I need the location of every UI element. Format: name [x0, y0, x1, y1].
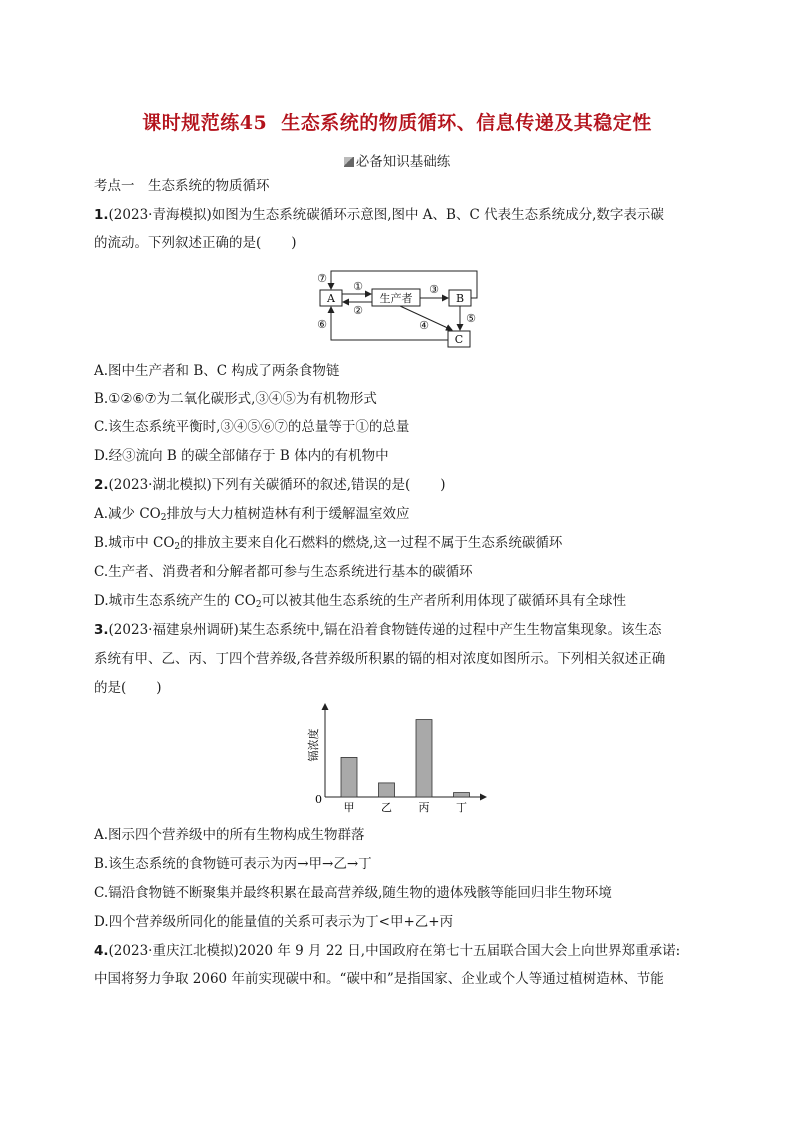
carbon-cycle-diagram: [300, 262, 500, 352]
x-tick-label: 丁: [456, 801, 467, 814]
q2-option-b: B.城市中 $CO_2$的排放主要来自化石燃料的燃烧,这一过程不属于生态系统碳循环: [94, 535, 563, 552]
node-b-label: B: [455, 292, 465, 305]
q3-option-d: D.四个营养级所同化的能量值的关系可表示为丁<甲+乙+丙: [94, 914, 454, 930]
title-topic: 生态系统的物质循环、信息传递及其稳定性: [281, 112, 652, 134]
x-tick-label: 乙: [381, 801, 392, 814]
y-axis-label: 镉浓度: [307, 728, 320, 762]
arrow-2-label: ②: [353, 304, 363, 317]
q4-stem-line1: 4.(2023·重庆江北模拟)2020 年 9 月 22 日,中国政府在第七十五届联合国大会上向世界郑重承诺:: [94, 943, 681, 959]
q2-option-c: C.生产者、消费者和分解者都可参与生态系统进行基本的碳循环: [94, 564, 473, 580]
q2-stem: 2.(2023·湖北模拟)下列有关碳循环的叙述,错误的是( ): [94, 477, 446, 493]
q3-stem-line1: 3.(2023·福建泉州调研)某生态系统中,镉在沿着食物链传递的过程中产生生物富集现象。该生态: [94, 622, 662, 638]
arrow-5-label: ⑤: [466, 312, 476, 325]
q1-option-b: B.①②⑥⑦为二氧化碳形式,③④⑤为有机物形式: [94, 391, 377, 407]
arrow-6: [331, 307, 448, 340]
x-tick-label: 甲: [343, 801, 355, 814]
arrow-4-label: ④: [419, 319, 429, 332]
q3-option-b: B.该生态系统的食物链可表示为丙→甲→乙→丁: [94, 856, 372, 872]
q1-option-c: C.该生态系统平衡时,③④⑤⑥⑦的总量等于①的总量: [94, 419, 410, 435]
bar-1: [341, 757, 357, 797]
title-number: 课时规范练45: [142, 112, 268, 134]
q4-stem-line2: 中国将努力争取 2060 年前实现碳中和。“碳中和”是指国家、企业或个人等通过植树造林、节能: [94, 971, 664, 987]
section-heading: 考点一 生态系统的物质循环: [94, 178, 270, 194]
q1-option-a: A.图中生产者和 B、C 构成了两条食物链: [94, 363, 340, 379]
bar-3: [416, 720, 432, 797]
node-c-label: C: [454, 333, 464, 346]
q1-option-d: D.经③流向 B 的碳全部储存于 B 体内的有机物中: [94, 448, 389, 464]
arrow-3-label: ③: [429, 283, 439, 296]
bar-2: [379, 783, 395, 797]
subheading-marker-icon: [344, 157, 354, 167]
cadmium-bar-chart: [300, 700, 495, 818]
arrow-1-label: ①: [353, 280, 363, 293]
arrow-7-label: ⑦: [317, 272, 327, 285]
section-subheading: 必备知识基础练: [0, 150, 794, 170]
q3-option-c: C.镉沿食物链不断聚集并最终积累在最高营养级,随生物的遗体残骸等能回归非生物环境: [94, 885, 612, 901]
q3-stem-line3: 的是( ): [94, 680, 162, 696]
q1-stem-line2: 的流动。下列叙述正确的是( ): [94, 235, 297, 251]
q3-stem-line2: 系统有甲、乙、丙、丁四个营养级,各营养级所积累的镉的相对浓度如图所示。下列相关叙述正确: [94, 651, 666, 667]
node-a-label: A: [327, 292, 335, 305]
x-tick-label: 丙: [418, 801, 430, 814]
node-producer-label: 生产者: [379, 292, 413, 305]
bar-4: [454, 793, 470, 797]
q2-option-d: D.城市生态系统产生的 $CO_2$可以被其他生态系统的生产者所利用体现了碳循环具有全球性: [94, 593, 627, 610]
q3-option-a: A.图示四个营养级中的所有生物构成生物群落: [94, 827, 365, 843]
q2-option-a: A.减少 $CO_2$排放与大力植树造林有利于缓解温室效应: [94, 506, 410, 523]
origin-label: 0: [315, 793, 322, 806]
page-title: [0, 108, 794, 135]
q1-stem-line1: 1.(2023·青海模拟)如图为生态系统碳循环示意图,图中 A、B、C 代表生态系统成分,数字表示碳: [94, 207, 664, 223]
arrow-6-label: ⑥: [317, 318, 327, 331]
